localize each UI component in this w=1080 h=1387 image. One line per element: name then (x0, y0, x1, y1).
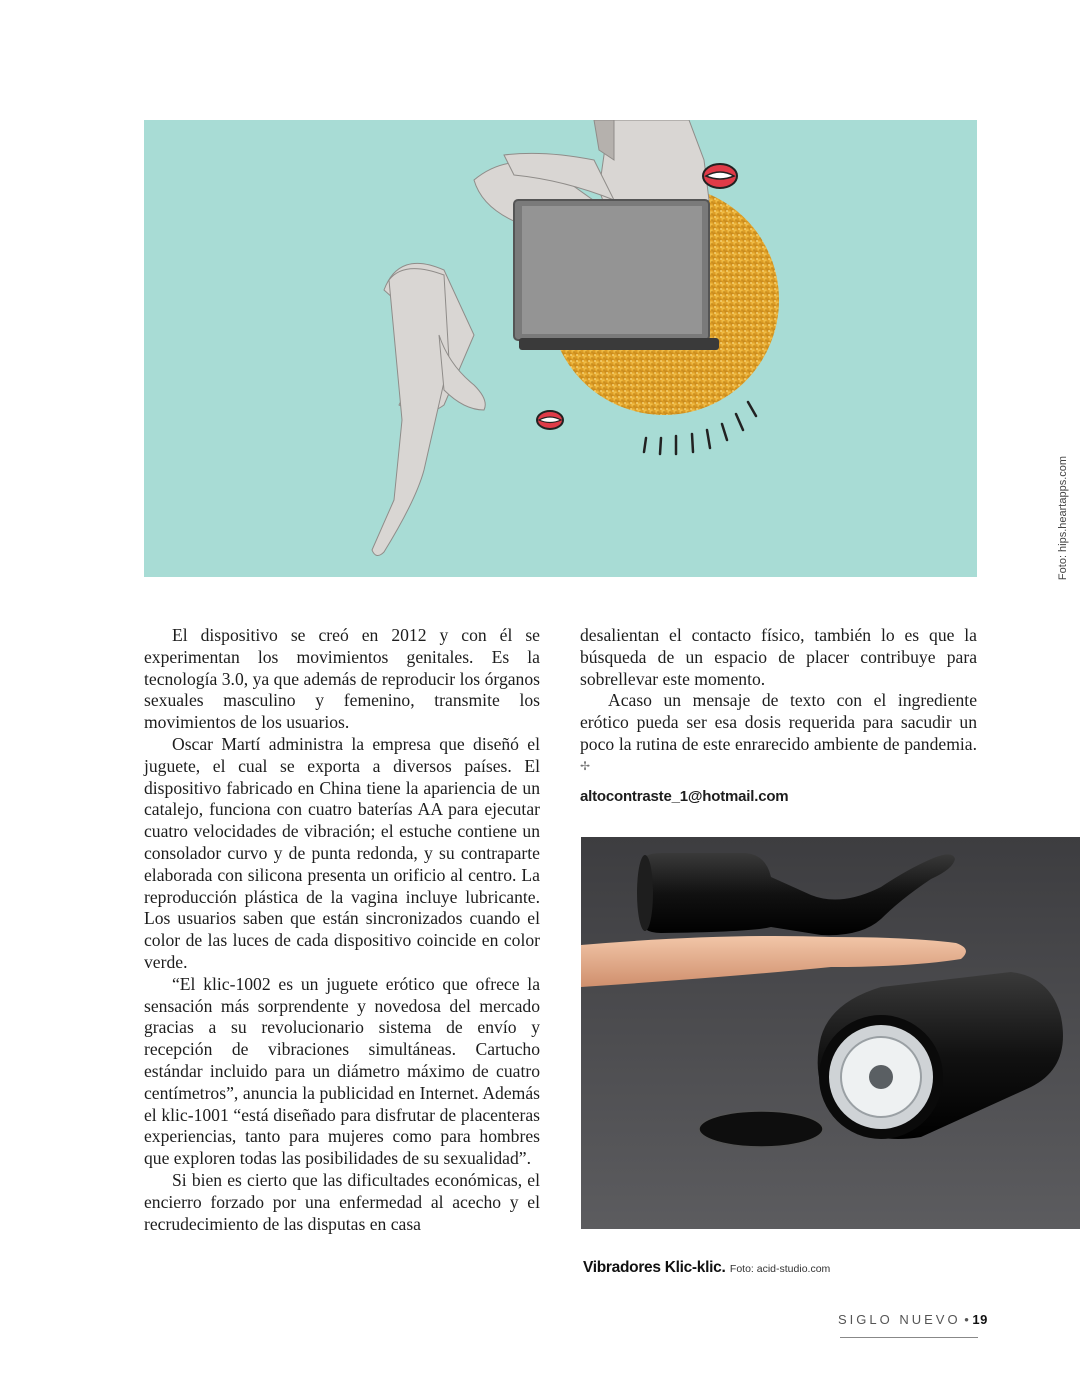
hero-illustration-art (144, 120, 977, 577)
end-mark-icon: ✢ (580, 758, 591, 773)
article-column-right (580, 625, 977, 807)
paragraph-closing: Acaso un mensaje de texto con el ingrediente erótico pueda ser esa dosis requerida para sacudir un poco la rutina de este enrarecido ambiente de pandemia. ✢ (580, 690, 977, 773)
paragraph: Oscar Martí administra la empresa que diseñó el juguete, el cual se exporta a diversos países. El dispositivo fabricado en China tiene la apariencia de un catalejo, funciona con cuatro baterías AA para ejecutar cuatro velocidades de vibración; el estuche contiene un consolador curvo y de punta redonda, y su contraparte elaborada con silicona presenta un orificio al centro. La reproducción plástica de la vagina incluye lubricante. Los usuarios saben que están sincronizados cuando el color de las luces de cada dispositivo coincide en color verde. (144, 733, 540, 972)
lips-icon-bottom (537, 411, 563, 429)
page-number: 19 (972, 1312, 988, 1327)
magazine-name: SIGLO NUEVO (838, 1312, 961, 1327)
caption-credit: Foto: acid-studio.com (729, 1263, 831, 1275)
laptop (514, 200, 719, 350)
folio-separator: • (964, 1312, 969, 1327)
paragraph: El dispositivo se creó en 2012 y con él se experimentan los movimientos genitales. Es la tecnología 3.0, ya que además de reproducir los órganos sexuales masculino y femenino, transmite los movimientos de los usuarios. (144, 625, 540, 733)
paragraph: “El klic-1002 es un juguete erótico que ofrece la sensación más sorprendente y novedosa del mercado gracias a su revolucionario sistema de envío y recepción de vibraciones simultáneas. Cartucho estándar incluido para un diámetro máximo de cuatro centímetros”, anuncia la publicidad en Internet. Además el klic-1001 “está diseñado para disfrutar de placenteras experiencias, tanto para mujeres como para hombres que exploren todas las posibilidades de su sexualidad”. (144, 973, 540, 1169)
photo-caption (583, 1259, 830, 1277)
author-email[interactable]: altocontraste_1@hotmail.com (580, 787, 789, 805)
caption-title: Vibradores Klic-klic. (583, 1259, 726, 1276)
product-photo-art (581, 837, 1080, 1229)
page-folio (838, 1312, 988, 1327)
hero-illustration (144, 120, 977, 577)
product-photo (581, 837, 1080, 1229)
paragraph-continuation: desalientan el contacto físico, también lo es que la búsqueda de un espacio de placer contribuye para sobrellevar este momento. (580, 625, 977, 689)
paragraph: Si bien es cierto que las dificultades económicas, el encierro forzado por una enfermedad al acecho y el recrudecimiento de las disputas en casa (144, 1169, 540, 1234)
folio-divider (840, 1337, 978, 1338)
hero-photo-credit: Foto: hips.heartapps.com (1057, 455, 1069, 581)
article-column-left (144, 625, 540, 1235)
lips-icon-top (703, 164, 737, 188)
